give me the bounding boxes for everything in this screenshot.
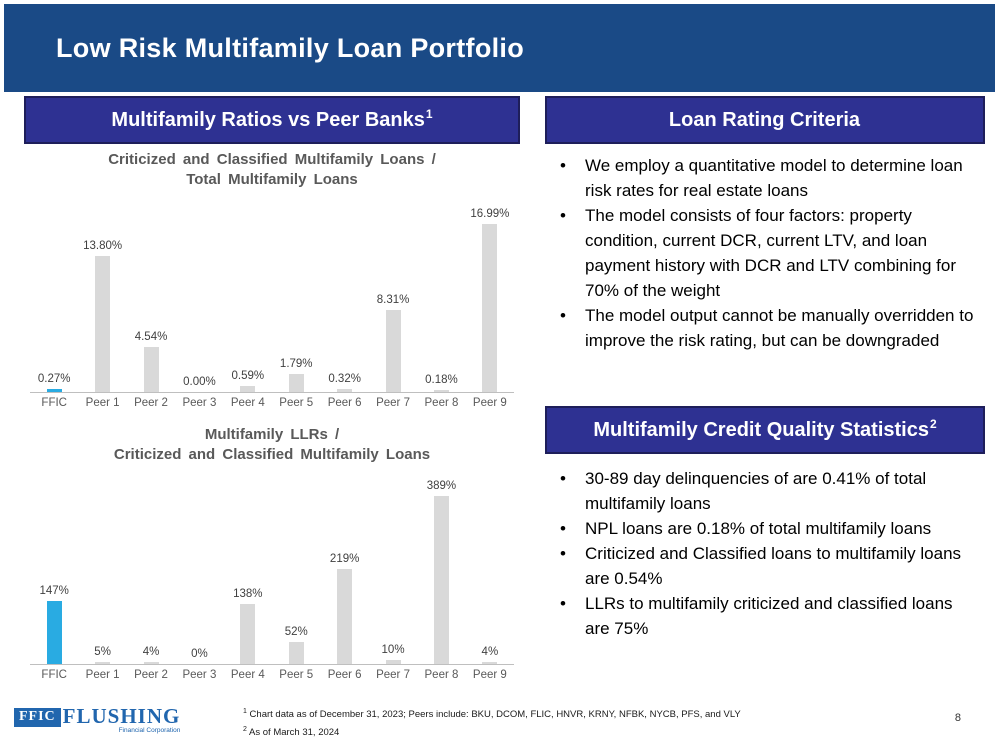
- company-logo: [14, 706, 180, 735]
- bar-ffic-highlight: [47, 601, 62, 664]
- loan-rating-criteria-header-text: Loan Rating Criteria: [668, 108, 861, 131]
- bar-value-label: 0.32%: [328, 373, 361, 385]
- bar-slot: [78, 240, 126, 392]
- bullet-item: • Criticized and Classified loans to multifamily loans are 0.54%: [545, 541, 977, 591]
- category-label: Peer 8: [424, 669, 459, 681]
- bar-value-label: 52%: [284, 626, 308, 638]
- bullet-item: • NPL loans are 0.18% of total multifamily loans: [545, 516, 977, 541]
- bar-value-label: 138%: [233, 588, 263, 600]
- chart-categories: [30, 393, 514, 409]
- loan-rating-criteria-header: [545, 96, 985, 144]
- slide-title-banner: [4, 4, 995, 92]
- bar-slot: [127, 331, 175, 392]
- category-label: FFIC: [41, 669, 67, 681]
- bar-slot: [466, 208, 514, 392]
- bar: [240, 604, 255, 664]
- bar-slot: [224, 588, 272, 664]
- chart-title: [24, 150, 520, 194]
- bar: [386, 660, 401, 664]
- loan-rating-criteria-bullets: [545, 153, 985, 353]
- bar-value-label: 4%: [142, 646, 160, 658]
- bar-slot: [417, 374, 465, 392]
- bar: [434, 390, 449, 392]
- bar-value-label: 0.27%: [37, 373, 71, 385]
- bar: [337, 389, 352, 392]
- chart-criticized-classified-ratio: [24, 150, 520, 409]
- chart-bars: [30, 194, 514, 393]
- bar: [144, 347, 159, 392]
- bar-ffic-highlight: [47, 389, 62, 392]
- bar-slot: [175, 376, 223, 392]
- chart-title-line-2: Total Multifamily Loans: [186, 171, 358, 188]
- category-label: Peer 1: [85, 669, 120, 681]
- bar-value-label: 0.18%: [425, 374, 458, 386]
- credit-quality-statistics-header: [545, 406, 985, 454]
- footnote-1: $^1$ Chart data as of December 31, 2023; Peers include: BKU, DCOM, FLIC, HNVR, KRNY, NFBK, NYCB, PFS, and VLY: [243, 708, 741, 721]
- bar: [482, 224, 497, 392]
- bar-slot: [466, 646, 514, 664]
- bar: [289, 374, 304, 392]
- chart-bars: [30, 469, 514, 665]
- category-label: Peer 1: [85, 397, 120, 409]
- bar-value-label: 219%: [329, 553, 360, 565]
- bar-value-label: 1.79%: [279, 358, 313, 370]
- chart-title: [24, 425, 520, 469]
- bar-value-label: 147%: [39, 585, 69, 597]
- logo-wordmark: [63, 706, 181, 735]
- bar: [240, 386, 255, 392]
- credit-quality-header-footnote-ref: 2: [929, 416, 937, 431]
- bar-slot: [224, 370, 272, 392]
- bar: [95, 662, 110, 664]
- chart-title-line-1: Criticized and Classified Multifamily Loans /: [108, 151, 436, 168]
- bullet-item: • We employ a quantitative model to determine loan risk rates for real estate loans: [545, 153, 977, 203]
- bar-slot: [78, 646, 126, 664]
- bar-value-label: 13.80%: [83, 240, 123, 252]
- chart-categories: [30, 665, 514, 681]
- bar: [144, 662, 159, 664]
- category-label: FFIC: [41, 397, 67, 409]
- bar-value-label: 0.00%: [183, 376, 216, 388]
- left-panel-header-footnote-ref: 1: [425, 106, 433, 121]
- bullet-item: • LLRs to multifamily criticized and classified loans are 75%: [545, 591, 977, 641]
- category-label: Peer 4: [230, 397, 265, 409]
- category-label: Peer 5: [279, 669, 314, 681]
- bar: [337, 569, 352, 664]
- left-panel-header: [24, 96, 520, 144]
- category-label: Peer 7: [376, 397, 410, 409]
- category-label: Peer 6: [327, 397, 362, 409]
- bar-slot: [369, 644, 417, 664]
- category-label: Peer 3: [182, 397, 217, 409]
- category-label: Peer 8: [424, 397, 459, 409]
- bullet-item: • 30-89 day delinquencies of are 0.41% of total multifamily loans: [545, 466, 977, 516]
- category-label: Peer 4: [230, 669, 265, 681]
- category-label: Peer 2: [134, 669, 168, 681]
- bar-slot: [30, 585, 78, 664]
- bullet-item: • The model consists of four factors: property condition, current DCR, current LTV, and loan payment history with DCR and LTV combining for 70% of the weight: [545, 203, 977, 303]
- bar: [386, 310, 401, 392]
- bar-slot: [127, 646, 175, 664]
- bar-slot: [369, 294, 417, 392]
- category-label: Peer 3: [182, 669, 217, 681]
- category-label: Peer 9: [472, 669, 507, 681]
- bar-slot: [417, 480, 465, 664]
- footnote-2: $^2$ As of March 31, 2024: [243, 726, 340, 739]
- bullet-item: • The model output cannot be manually overridden to improve the risk rating, but can be downgraded: [545, 303, 977, 353]
- logo-tagline-text: Financial Corporation: [118, 727, 181, 734]
- bar-slot: [272, 626, 320, 664]
- bar-value-label: 5%: [94, 646, 111, 658]
- bar-value-label: 16.99%: [470, 208, 510, 220]
- category-label: Peer 7: [376, 669, 410, 681]
- category-label: Peer 2: [134, 397, 168, 409]
- bar-value-label: 0.59%: [231, 370, 265, 382]
- page-number: 8: [954, 712, 961, 724]
- credit-quality-statistics-header-text: Multifamily Credit Quality Statistics$^2$: [593, 416, 937, 441]
- bar: [95, 256, 110, 392]
- bar-value-label: 0%: [191, 648, 208, 660]
- footnotes: [243, 704, 741, 740]
- category-label: Peer 6: [327, 669, 362, 681]
- bar: [434, 496, 449, 664]
- logo-ffic-mark: FFIC: [14, 708, 61, 727]
- bar-value-label: 4.54%: [134, 331, 168, 343]
- credit-quality-statistics-bullets: [545, 466, 985, 641]
- logo-flushing-text: FLUSHING: [62, 704, 181, 728]
- left-panel-header-text: Multifamily Ratios vs Peer Banks$^1$: [111, 106, 433, 131]
- bar-slot: [175, 648, 223, 664]
- bar-value-label: 4%: [481, 646, 499, 658]
- chart-title-line-2: Criticized and Classified Multifamily Loans: [113, 446, 431, 463]
- chart-title-line-1: Multifamily LLRs /: [204, 426, 340, 443]
- bar-slot: [320, 373, 368, 392]
- footer: [0, 698, 999, 750]
- bar-slot: [272, 358, 320, 392]
- chart-llr-coverage: [24, 425, 520, 681]
- bar: [482, 662, 497, 664]
- bar-value-label: 10%: [381, 644, 405, 656]
- category-label: Peer 5: [279, 397, 314, 409]
- bar-slot: [30, 373, 78, 392]
- bar-value-label: 389%: [426, 480, 457, 492]
- category-label: Peer 9: [472, 397, 507, 409]
- slide-title: Low Risk Multifamily Loan Portfolio: [56, 32, 525, 63]
- bar-slot: [320, 553, 368, 664]
- bar-value-label: 8.31%: [376, 294, 410, 306]
- bar: [289, 642, 304, 664]
